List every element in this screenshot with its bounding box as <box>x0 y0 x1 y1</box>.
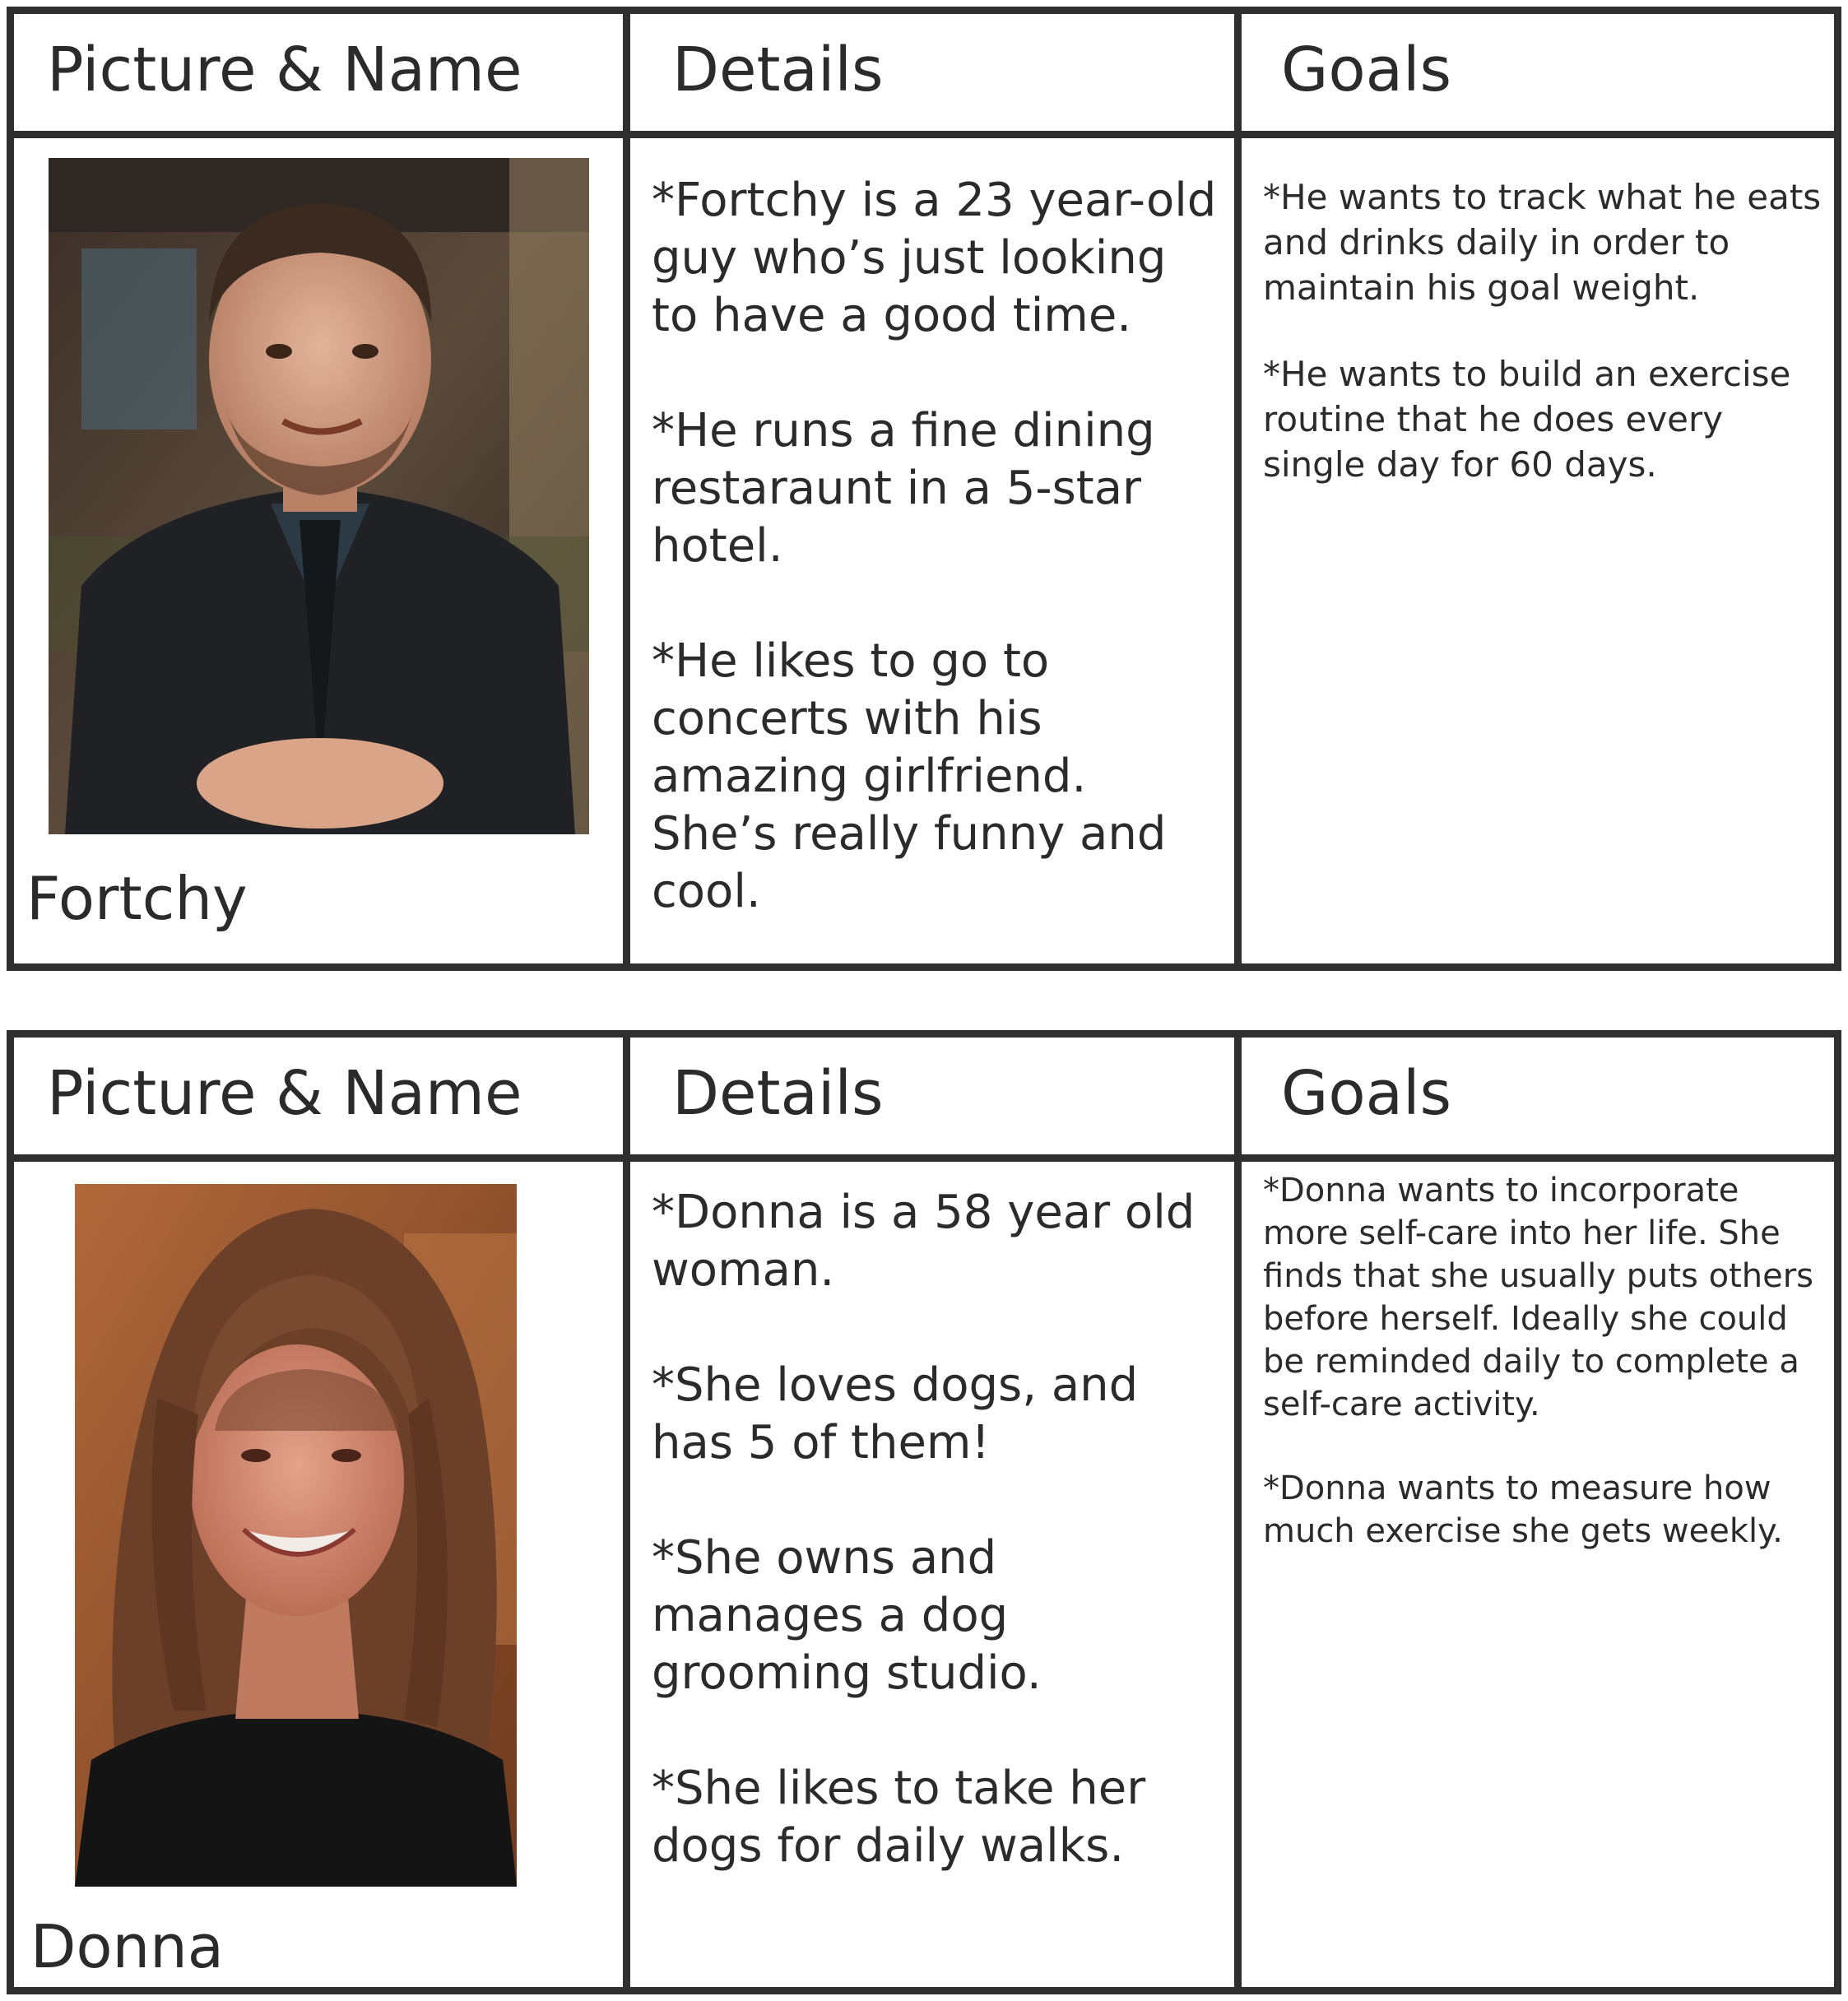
goal-item: *Donna wants to measure how much exercise she gets weekly. <box>1263 1469 1783 1550</box>
persona-details <box>652 1184 1219 1933</box>
detail-item: *She owns and manages a dog grooming studio. <box>652 1531 1042 1700</box>
persona-card-donna <box>7 1030 1841 1994</box>
column-divider <box>623 14 630 963</box>
header-details: Details <box>672 1058 884 1129</box>
persona-goals <box>1263 1169 1831 1594</box>
detail-item: *Fortchy is a 23 year-old guy who’s just looking to have a good time. <box>652 174 1217 342</box>
header-goals: Goals <box>1281 35 1452 105</box>
header-divider <box>14 1154 1834 1162</box>
detail-item: *He likes to go to concerts with his amazing girlfriend. She’s really funny and cool. <box>652 634 1167 918</box>
persona-goals <box>1263 174 1831 528</box>
detail-item: *Donna is a 58 year old woman. <box>652 1186 1196 1297</box>
column-divider <box>623 1038 630 1987</box>
persona-card-fortchy <box>7 7 1841 971</box>
goal-item: *Donna wants to incorporate more self-care into her life. She finds that she usually puts others before herself. Ideally she could be reminded daily to complete a self-care activity. <box>1263 1172 1814 1423</box>
goal-item: *He wants to build an exercise routine that he does every single day for 60 days. <box>1263 354 1791 485</box>
detail-item: *She loves dogs, and has 5 of them! <box>652 1358 1139 1469</box>
header-goals: Goals <box>1281 1058 1452 1129</box>
column-divider <box>1234 1038 1242 1987</box>
persona-details <box>652 172 1219 978</box>
column-divider <box>1234 14 1242 963</box>
goal-item: *He wants to track what he eats and drinks daily in order to maintain his goal weight. <box>1263 177 1822 308</box>
header-picture-name: Picture & Name <box>47 1058 522 1129</box>
detail-item: *She likes to take her dogs for daily walks. <box>652 1762 1146 1873</box>
detail-item: *He runs a fine dining restaraunt in a 5-star hotel. <box>652 404 1155 573</box>
persona-name: Fortchy <box>26 864 248 933</box>
man-portrait-photo <box>49 158 589 834</box>
persona-name: Donna <box>30 1912 224 1981</box>
header-picture-name: Picture & Name <box>47 35 522 105</box>
header-divider <box>14 131 1834 138</box>
woman-portrait-photo <box>75 1184 517 1887</box>
header-details: Details <box>672 35 884 105</box>
